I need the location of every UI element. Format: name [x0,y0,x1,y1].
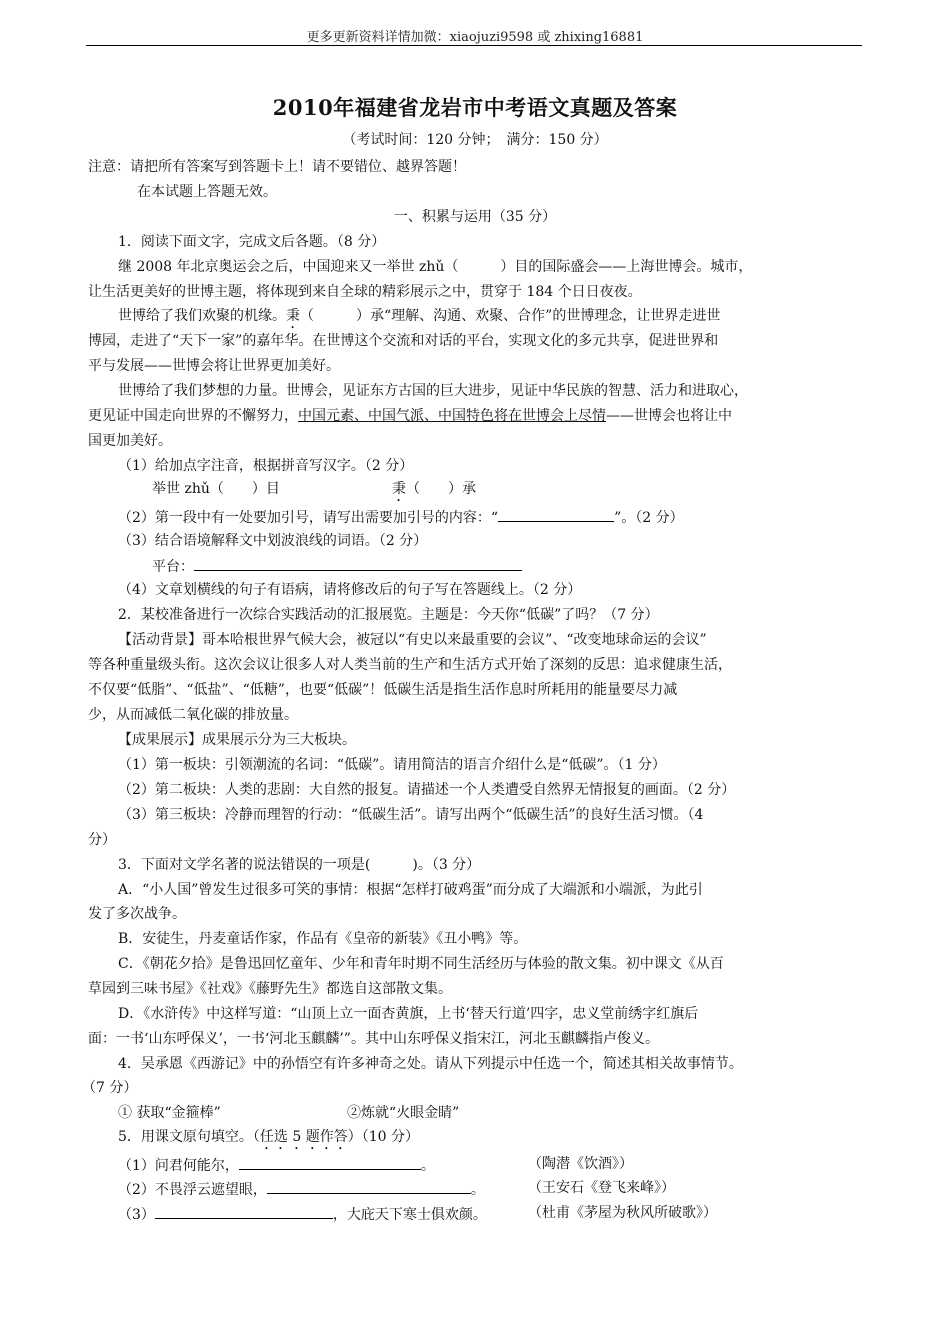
q2-background-line3: 不仅要“低脂”、“低盐”、“低糖”，也要“低碳”！低碳生活是指生活作息时所耗用的能量要尽力减 [88,682,678,698]
q2-background-line1: 【活动背景】哥本哈根世界气候大会，被冠以“有史以来最重要的会议”、“改变地球命运的会议” [118,632,707,648]
q5-line-2 [118,1179,485,1199]
answer-blank[interactable] [155,1204,333,1219]
q1-sub3-answer [152,556,522,576]
q1-para2-line2: 博园，走进了“天下一家”的嘉年华。在世博这个交流和对话的平台，实现文化的多元共享，促进世界和 [88,333,719,349]
header-rule [86,45,862,46]
q3-option-a-line1: A．“小人国”曾发生过很多可笑的事情：根据“怎样打破鸡蛋”而分成了大端派和小端派，为此引 [118,882,703,898]
q5-line-1-source: （陶潜《饮酒》） [528,1156,633,1172]
page-title: 2010年福建省龙岩市中考语文真题及答案 [272,95,678,120]
text-segment: （2）不畏浮云遮望眼， [118,1182,267,1198]
answer-blank[interactable] [267,1179,471,1194]
q2-sub3-line1: （3）第三板块：冷静而理智的行动：“低碳生活”。请写出两个“低碳生活”的良好生活习惯。（4 [118,807,704,823]
text-segment: 5．用课文原句填空。（ [118,1129,260,1145]
q5-line-3 [118,1204,487,1224]
exam-info: （考试时间：120 分钟； 满分：150 分） [342,132,608,148]
underlined-sentence: 中国元素、中国气派、中国特色将在世博会上尽情 [298,408,606,424]
q2-stem: 2．某校准备进行一次综合实践活动的汇报展览。主题是：今天你“低碳”了吗？（7 分） [118,607,659,623]
q1-sub2 [118,507,684,527]
q3-option-b: B．安徒生，丹麦童话作家，作品有《皇帝的新装》《丑小鸭》等。 [118,931,528,947]
answer-blank[interactable] [239,1155,421,1170]
q5-line-3-source: （杜甫《茅屋为秋风所破歌》） [528,1205,717,1221]
q2-sub2: （2）第二板块：人类的悲剧：大自然的报复。请描述一个人类遭受自然界无情报复的画面。（2 分） [118,782,736,798]
dotted-char: 秉 [286,308,300,324]
q1-para2-line1 [118,307,720,332]
q2-background-line2: 等各种重量级头衔。这次会议让很多人对人类当前的生产和生活方式开始了深刻的反思：追求健康生活， [88,657,732,673]
answer-blank[interactable] [498,507,614,522]
q3-option-c-line1: C．《朝花夕拾》是鲁迅回忆童年、少年和青年时期不同生活经历与体验的散文集。初中课文《从百 [118,956,724,972]
q1-para2-line3: 平与发展——世博会将让世界更加美好。 [88,358,340,374]
text-segment: ——世博会也将让中 [606,408,732,424]
q2-sub3-line2: 分） [88,832,116,848]
text-segment: （ ）承“理解、沟通、欢聚、合作”的世博理念，让世界走进世 [300,308,721,324]
q1-para3-line2 [88,407,732,425]
text-segment: （3） [118,1207,155,1223]
text-segment: ”。（2 分） [614,510,684,526]
notice-line-2: 在本试题上答题无效。 [137,184,277,200]
q1-sub4: （4）文章划横线的句子有语病，请将修改后的句子写在答题线上。（2 分） [118,582,582,598]
dotted-text: 任选 5 题作答 [259,1129,348,1145]
q3-option-c-line2: 草园到三味书屋》《社戏》《藤野先生》都选自这部散文集。 [88,981,452,997]
text-segment: （2）第一段中有一处要加引号，请写出需要加引号的内容：“ [118,510,499,526]
text-segment: ）（10 分） [347,1129,419,1145]
notice-line-1: 注意：请把所有答案写到答题卡上！请不要错位、越界答题！ [88,159,466,175]
q4-stem-line1: 4．吴承恩《西游记》中的孙悟空有许多神奇之处。请从下列提示中任选一个，简述其相关故事情节。 [118,1056,743,1072]
q3-option-d-line2: 面：一书‘山东呼保义’，一书‘河北玉麒麟’”。其中山东呼保义指宋江，河北玉麒麟指卢俊义。 [88,1031,659,1047]
answer-blank[interactable] [194,556,522,571]
text-segment: （ ）承 [406,481,476,497]
q1-sub1-blank-a: 举世 zhǔ（ ）目 [152,481,280,497]
dotted-char: 秉 [392,481,406,497]
text-segment: 世博给了我们欢聚的机缘。 [118,308,286,324]
text-segment: ，大庇天下寒士俱欢颜。 [332,1207,487,1223]
q5-stem [118,1128,419,1153]
section-heading: 一、积累与运用（35 分） [393,209,557,225]
q4-option-1: ① 获取“金箍棒” [118,1105,221,1121]
q1-para3-line3: 国更加美好。 [88,433,172,449]
q3-option-d-line1: D．《水浒传》中这样写道：“山顶上立一面杏黄旗，上书‘替天行道’四字，忠义堂前绣字红旗后 [118,1006,699,1022]
text-segment: 。 [470,1182,485,1198]
q1-para3-line1: 世博给了我们梦想的力量。世博会，见证东方古国的巨大进步，见证中华民族的智慧、活力和进取心， [118,383,748,399]
q5-line-1 [118,1155,435,1175]
q2-background-line4: 少，从而减低二氧化碳的排放量。 [88,707,298,723]
q4-stem-line2: （7 分） [82,1080,138,1096]
text-segment: （1）问君何能尔， [118,1158,239,1174]
text-segment: 更见证中国走向世界的不懈努力， [88,408,298,424]
q3-option-a-line2: 发了多次战争。 [88,906,186,922]
q2-showcase: 【成果展示】成果展示分为三大板块。 [118,732,356,748]
q5-line-2-source: （王安石《登飞来峰》） [528,1180,675,1196]
q1-para1-line2: 让生活更美好的世博主题，将体现到来自全球的精彩展示之中，贯穿于 184 个日日夜夜。 [88,284,642,300]
text-segment: 。 [420,1158,435,1174]
q3-stem: 3．下面对文学名著的说法错误的一项是( )。（3 分） [118,857,481,873]
q4-option-2: ②炼就“火眼金睛” [347,1105,460,1121]
q1-para1-line1: 继 2008 年北京奥运会之后，中国迎来又一举世 zhǔ（ ）目的国际盛会——上海世博会。城市， [118,259,753,275]
q1-sub3: （3）结合语境解释文中划波浪线的词语。（2 分） [118,533,428,549]
q2-sub1: （1）第一板块：引领潮流的名词：“低碳”。请用简洁的语言介绍什么是“低碳”。（1 分） [118,757,666,773]
text-segment: 平台： [152,559,194,575]
q1-stem: 1．阅读下面文字，完成文后各题。（8 分） [118,234,386,250]
q1-sub1: （1）给加点字注音，根据拼音写汉字。（2 分） [118,458,414,474]
q1-sub1-blank-b [392,480,476,505]
header-text: 更多更新资料详情加微：xiaojuzi9598 或 zhixing16881 [306,30,644,45]
